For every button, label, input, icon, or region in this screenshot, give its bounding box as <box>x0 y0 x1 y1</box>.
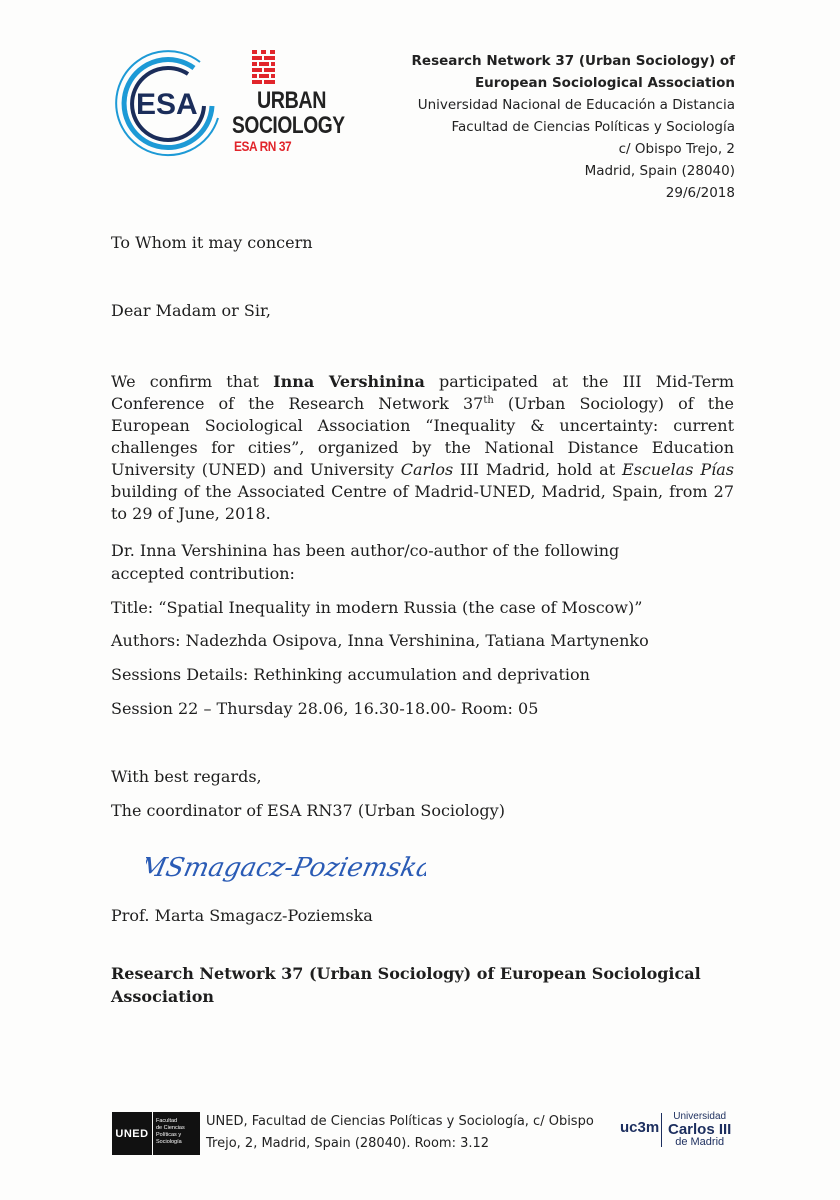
carlos-logo-line: Carlos III <box>668 1121 732 1138</box>
italic-text: Carlos <box>400 460 454 479</box>
esa-logo-text: ESA <box>136 88 198 121</box>
signatory-name: Prof. Marta Smagacz-Poziemska <box>111 906 373 925</box>
contribution-title: Title: “Spatial Inequality in modern Russia (the case of Moscow)” <box>111 598 643 617</box>
para-text: We confirm that <box>111 372 274 391</box>
para-text: building of the Associated Centre of Madrid-UNED, Madrid, Spain, from 27 to 29 of June, 2018. <box>111 482 734 523</box>
footer-address-line: Trejo, 2, Madrid, Spain (28040). Room: 3.12 <box>206 1136 490 1151</box>
letter-date: 29/6/2018 <box>665 185 735 201</box>
faculty-logo-line: Sociología <box>156 1139 182 1145</box>
footer-address <box>206 1111 606 1155</box>
salutation: Dear Madam or Sir, <box>111 301 271 320</box>
faculty-logo <box>153 1112 200 1155</box>
carlos-logo-line: Universidad <box>673 1111 727 1122</box>
brick-tower-icon <box>252 50 276 84</box>
confirmation-paragraph <box>111 371 734 525</box>
coordinator-line: The coordinator of ESA RN37 (Urban Sociology) <box>111 801 505 820</box>
logo-divider <box>661 1113 662 1147</box>
italic-text: Escuelas Pías <box>622 460 734 479</box>
para-text: III Madrid, hold at <box>453 460 622 479</box>
session-details: Sessions Details: Rethinking accumulation and deprivation <box>111 665 590 684</box>
urban-logo-line3: ESA RN 37 <box>234 138 292 154</box>
para-text: (Urban Sociology) of the European Sociological Association “Inequality & uncertainty: current challenges for cities”, organized by the National Distance Education University (UNED) and University <box>111 394 735 479</box>
urban-logo-line2: SOCIOLOGY <box>232 112 345 139</box>
address-line: c/ Obispo Trejo, 2 <box>618 141 735 157</box>
carlos-logo-line: de Madrid <box>675 1136 725 1148</box>
superscript: th <box>483 395 494 406</box>
address-line: Universidad Nacional de Educación a Distancia <box>417 97 735 113</box>
address-line: Research Network 37 (Urban Sociology) of <box>411 53 735 69</box>
author-line: accepted contribution: <box>111 564 295 583</box>
urban-sociology-logo <box>232 50 345 160</box>
para-text: participated at the III Mid-Term Conference of the Research Network 37 <box>111 372 734 413</box>
letterhead-address <box>335 50 735 204</box>
uned-logo-text: UNED <box>112 1112 152 1155</box>
network-footer-title: Research Network 37 (Urban Sociology) of European Sociological Association <box>111 964 701 1006</box>
author-line: Dr. Inna Vershinina has been author/co-author of the following <box>111 541 620 560</box>
contribution-authors: Authors: Nadezhda Osipova, Inna Vershinina, Tatiana Martynenko <box>111 631 649 650</box>
address-line: European Sociological Association <box>474 75 735 91</box>
carlos-iii-logo <box>668 1111 731 1148</box>
faculty-logo-line: Políticas y <box>156 1132 182 1138</box>
footer-address-line: UNED, Facultad de Ciencias Políticas y Sociología, c/ Obispo <box>206 1114 594 1129</box>
uned-logo <box>112 1112 200 1155</box>
esa-logo <box>108 48 228 158</box>
address-line: Facultad de Ciencias Políticas y Sociología <box>451 119 735 135</box>
signature <box>146 838 426 902</box>
address-line: Madrid, Spain (28040) <box>584 163 735 179</box>
signature-text: MSmagacz-Poziemska <box>146 853 426 883</box>
participant-name: Inna Vershinina <box>273 372 425 391</box>
urban-logo-line1: URBAN <box>257 87 327 114</box>
greeting: To Whom it may concern <box>111 233 313 252</box>
session-time: Session 22 – Thursday 28.06, 16.30-18.00- Room: 05 <box>111 699 539 718</box>
closing: With best regards, <box>111 767 262 786</box>
faculty-logo-line: Facultad <box>156 1118 178 1124</box>
faculty-logo-line: de Ciencias <box>156 1125 185 1131</box>
uc3m-logo: uc3m <box>620 1119 660 1136</box>
